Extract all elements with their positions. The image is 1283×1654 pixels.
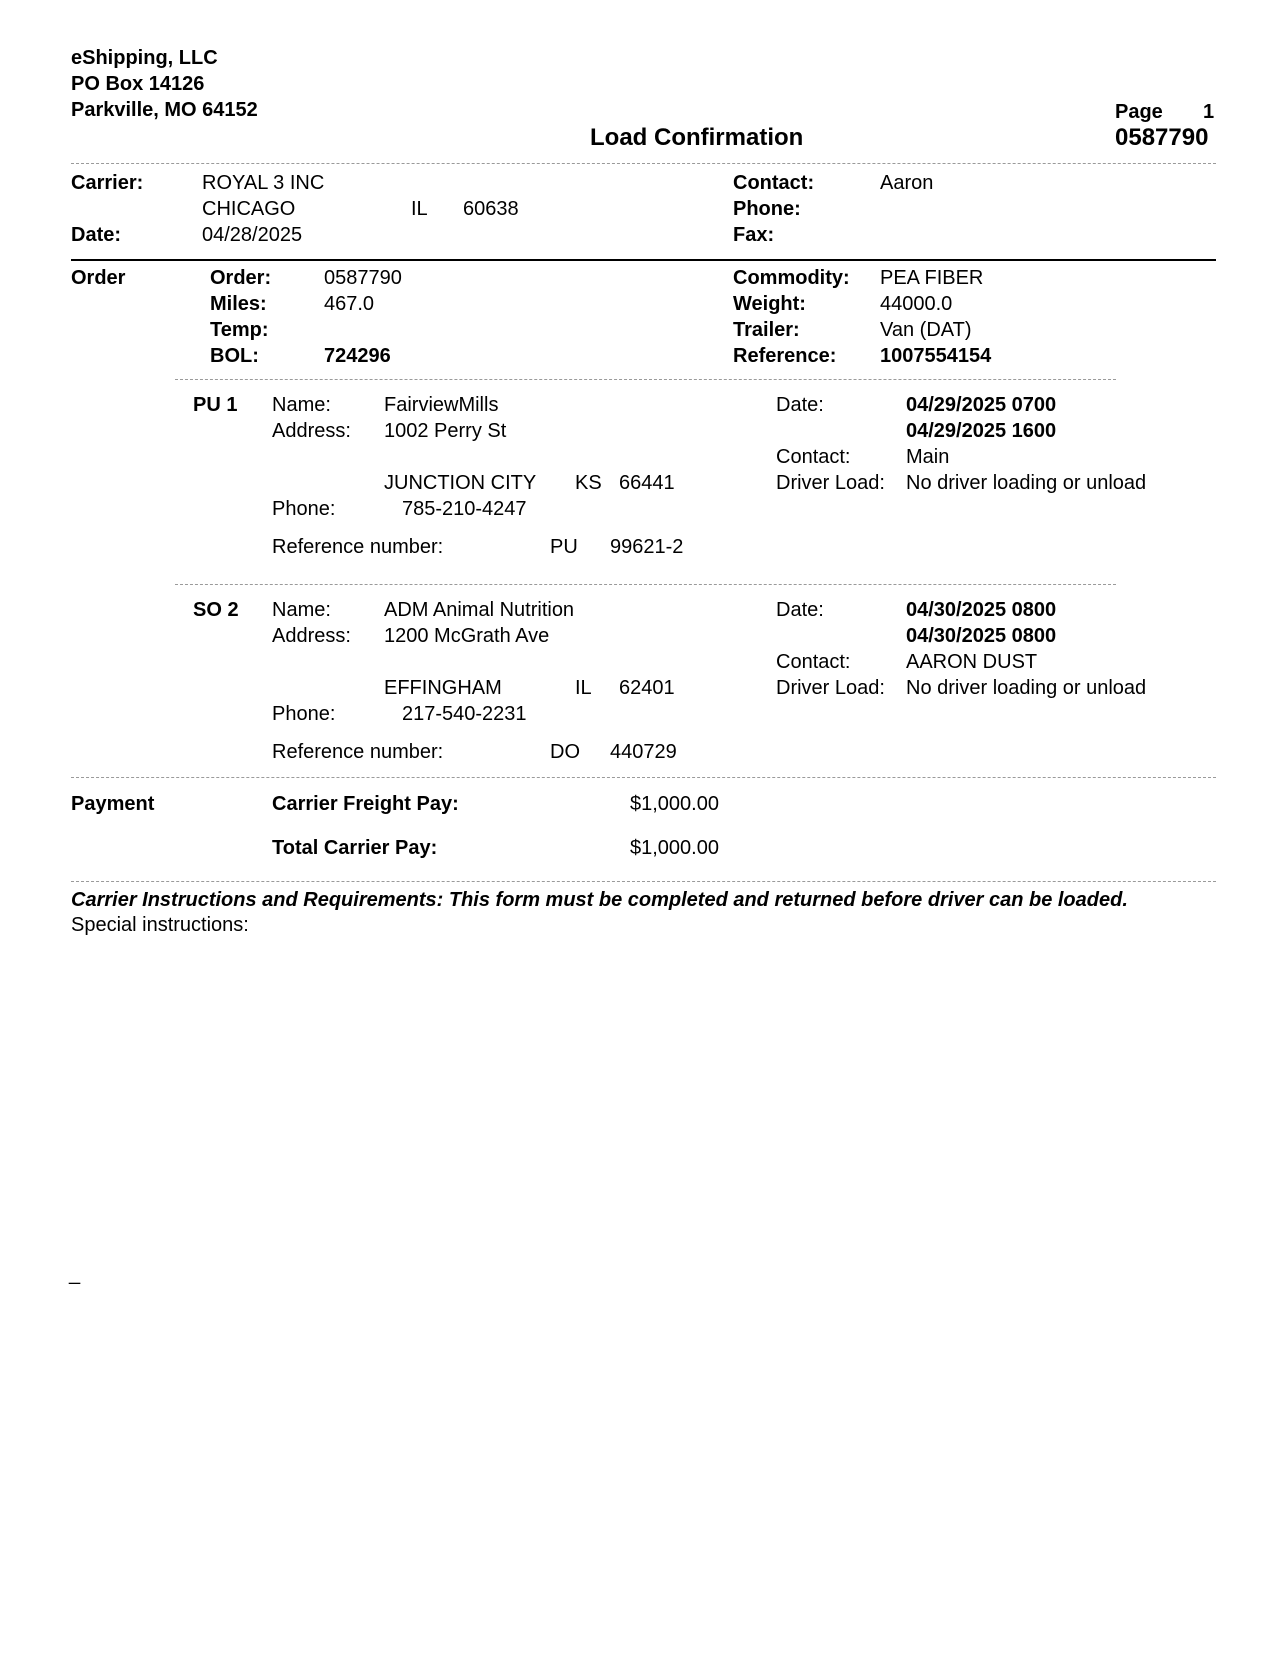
total-pay-label: Total Carrier Pay:: [272, 837, 438, 859]
stop-id: PU 1: [193, 394, 238, 416]
stop-date-end: 04/29/2025 1600: [906, 420, 1057, 442]
commodity-value: PEA FIBER: [880, 267, 984, 289]
stop-id: SO 2: [193, 599, 239, 621]
stop-city: EFFINGHAM: [384, 677, 502, 699]
stop-address: 1002 Perry St: [384, 420, 507, 442]
stop-zip: 62401: [619, 677, 675, 699]
freight-pay-label: Carrier Freight Pay:: [272, 793, 459, 815]
stop-date-label: Date:: [776, 599, 824, 621]
stop-reference-type: PU: [550, 536, 578, 558]
stop-zip: 66441: [619, 472, 675, 494]
stop-contact-label: Contact:: [776, 651, 851, 673]
bol-label: BOL:: [210, 345, 259, 367]
contact-label: Contact:: [733, 172, 815, 194]
section-divider: [71, 259, 1216, 261]
stop-phone-label: Phone:: [272, 498, 336, 520]
divider: [175, 379, 1116, 380]
freight-pay-value: $1,000.00: [630, 793, 719, 815]
stop-address-label: Address:: [272, 625, 351, 647]
temp-label: Temp:: [210, 319, 269, 341]
date-label: Date:: [71, 224, 122, 246]
commodity-label: Commodity:: [733, 267, 850, 289]
stop-phone-label: Phone:: [272, 703, 336, 725]
carrier-label: Carrier:: [71, 172, 144, 194]
weight-value: 44000.0: [880, 293, 953, 315]
carrier-contact: Aaron: [880, 172, 934, 194]
instructions-heading: Carrier Instructions and Requirements: This form must be completed and returned before driver can be loaded.: [71, 889, 1128, 911]
stop-name: FairviewMills: [384, 394, 499, 416]
stop-reference-number: 99621-2: [610, 536, 684, 558]
stop-reference-label: Reference number:: [272, 536, 444, 558]
stop-date-start: 04/30/2025 0800: [906, 599, 1057, 621]
reference-value: 1007554154: [880, 345, 992, 367]
stop-reference-label: Reference number:: [272, 741, 444, 763]
stop-address-label: Address:: [272, 420, 351, 442]
stop-date-start: 04/29/2025 0700: [906, 394, 1057, 416]
document-date: 04/28/2025: [202, 224, 303, 246]
miles-value: 467.0: [324, 293, 375, 315]
bol-value: 724296: [324, 345, 391, 367]
document-title: Load Confirmation: [590, 124, 804, 151]
order-section-label: Order: [71, 267, 126, 289]
stop-name: ADM Animal Nutrition: [384, 599, 575, 621]
stop-date-label: Date:: [776, 394, 824, 416]
footer-mark: _: [69, 1263, 81, 1285]
weight-label: Weight:: [733, 293, 806, 315]
trailer-value: Van (DAT): [880, 319, 972, 341]
carrier-state: IL: [411, 198, 428, 220]
page-label: Page: [1115, 101, 1163, 123]
fax-label: Fax:: [733, 224, 775, 246]
miles-label: Miles:: [210, 293, 267, 315]
doc-number: 0587790: [1115, 124, 1209, 151]
stop-date-end: 04/30/2025 0800: [906, 625, 1057, 647]
stop-driver-load-label: Driver Load:: [776, 677, 885, 699]
company-address-line2: Parkville, MO 64152: [71, 99, 258, 121]
company-name: eShipping, LLC: [71, 47, 218, 69]
stop-phone: 217-540-2231: [402, 703, 527, 725]
stop-state: KS: [575, 472, 602, 494]
stop-contact: AARON DUST: [906, 651, 1038, 673]
order-number: 0587790: [324, 267, 402, 289]
stop-driver-load: No driver loading or unload: [906, 677, 1147, 699]
special-instructions-label: Special instructions:: [71, 914, 249, 936]
carrier-name: ROYAL 3 INC: [202, 172, 325, 194]
page-number: 1: [1203, 101, 1215, 123]
stop-phone: 785-210-4247: [402, 498, 527, 520]
divider: [71, 881, 1216, 882]
trailer-label: Trailer:: [733, 319, 800, 341]
stop-city: JUNCTION CITY: [384, 472, 537, 494]
divider: [71, 163, 1216, 164]
stop-reference-type: DO: [550, 741, 580, 763]
stop-driver-load: No driver loading or unload: [906, 472, 1147, 494]
payment-section-label: Payment: [71, 793, 155, 815]
company-address-line1: PO Box 14126: [71, 73, 205, 95]
stop-contact-label: Contact:: [776, 446, 851, 468]
total-pay-value: $1,000.00: [630, 837, 719, 859]
stop-address: 1200 McGrath Ave: [384, 625, 550, 647]
reference-label: Reference:: [733, 345, 837, 367]
divider: [71, 777, 1216, 778]
order-label: Order:: [210, 267, 272, 289]
phone-label: Phone:: [733, 198, 801, 220]
stop-contact: Main: [906, 446, 950, 468]
carrier-city: CHICAGO: [202, 198, 296, 220]
stop-driver-load-label: Driver Load:: [776, 472, 885, 494]
stop-name-label: Name:: [272, 599, 331, 621]
stop-state: IL: [575, 677, 592, 699]
carrier-zip: 60638: [463, 198, 519, 220]
stop-name-label: Name:: [272, 394, 331, 416]
divider: [175, 584, 1116, 585]
stop-reference-number: 440729: [610, 741, 677, 763]
